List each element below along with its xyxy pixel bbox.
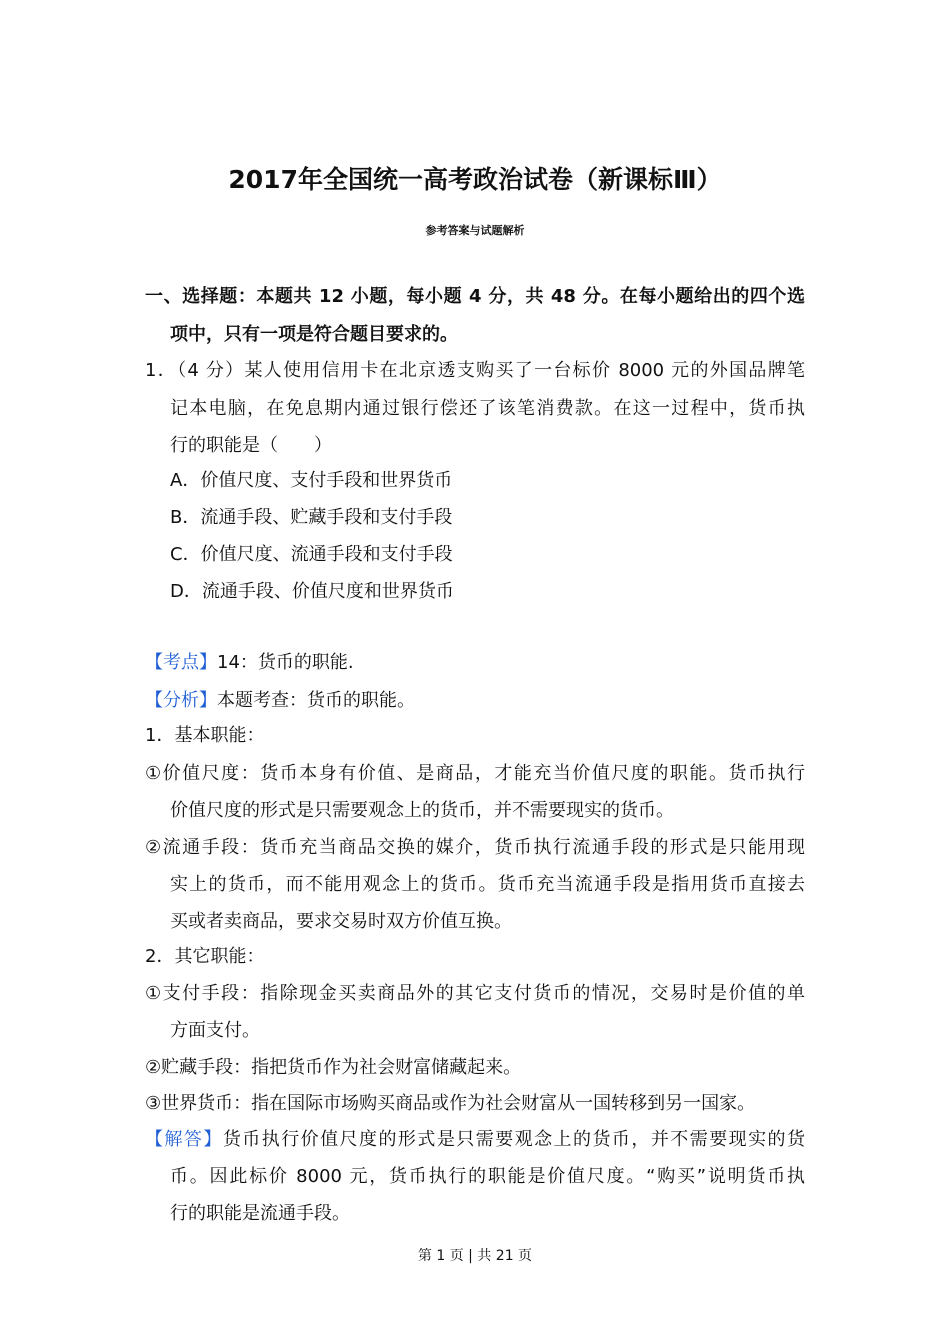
fenxi (145, 689, 415, 713)
analysis-line: 实上的货币，而不能用观念上的货币。货币充当流通手段是指用货币直接去 (170, 874, 805, 895)
section-heading-cont: 项中，只有一项是符合题目要求的。 (170, 324, 458, 345)
analysis-line: 2．其它职能： (145, 946, 265, 967)
jieda-text: 货币执行价值尺度的形式是只需要观念上的货币，并不需要现实的货 (222, 1129, 806, 1150)
analysis-line: 方面支付。 (170, 1020, 260, 1041)
analysis-line: 1．基本职能： (145, 725, 265, 746)
section-heading: 一、选择题：本题共 12 小题，每小题 4 分，共 48 分。在每小题给出的四个选 (145, 286, 805, 307)
document-subtitle: 参考答案与试题解析 (425, 224, 525, 237)
kaodian (145, 651, 354, 675)
jieda-text: 币。因此标价 8000 元，货币执行的职能是价值尺度。“购买”说明货币执 (170, 1166, 805, 1187)
option-d: D．流通手段、价值尺度和世界货币 (170, 581, 454, 602)
question-text: 记本电脑，在免息期内通过银行偿还了该笔消费款。在这一过程中，货币执 (170, 398, 805, 419)
kaodian-tag: 【考点】 (145, 652, 217, 673)
analysis-line: ①支付手段：指除现金买卖商品外的其它支付货币的情况，交易时是价值的单 (145, 983, 805, 1004)
option-b: B．流通手段、贮藏手段和支付手段 (170, 507, 453, 528)
analysis-line: 买或者卖商品，要求交易时双方价值互换。 (170, 911, 512, 932)
jieda (145, 1128, 805, 1152)
option-c: C．价值尺度、流通手段和支付手段 (170, 544, 453, 565)
analysis-line: ③世界货币：指在国际市场购买商品或作为社会财富从一国转移到另一国家。 (145, 1093, 756, 1114)
analysis-line: ①价值尺度：货币本身有价值、是商品，才能充当价值尺度的职能。货币执行 (145, 763, 805, 784)
jieda-text: 行的职能是流通手段。 (170, 1203, 350, 1224)
question-text: 1．（4 分）某人使用信用卡在北京透支购买了一台标价 8000 元的外国品牌笔 (145, 360, 805, 381)
document-title: 2017年全国统一高考政治试卷（新课标Ⅲ） (228, 165, 722, 194)
analysis-line: ②流通手段：货币充当商品交换的媒介，货币执行流通手段的形式是只能用现 (145, 837, 805, 858)
analysis-line: 价值尺度的形式是只需要观念上的货币，并不需要现实的货币。 (170, 800, 674, 821)
option-a: A．价值尺度、支付手段和世界货币 (170, 470, 453, 491)
jieda-tag: 【解答】 (145, 1129, 223, 1150)
fenxi-tag: 【分析】 (145, 690, 217, 711)
analysis-line: ②贮藏手段：指把货币作为社会财富储藏起来。 (145, 1057, 522, 1078)
fenxi-text: 本题考查：货币的职能。 (217, 690, 415, 711)
kaodian-text: 14：货币的职能. (217, 652, 354, 673)
page-footer: 第 1 页 | 共 21 页 (417, 1248, 533, 1264)
question-text: 行的职能是（ ） (170, 435, 332, 456)
